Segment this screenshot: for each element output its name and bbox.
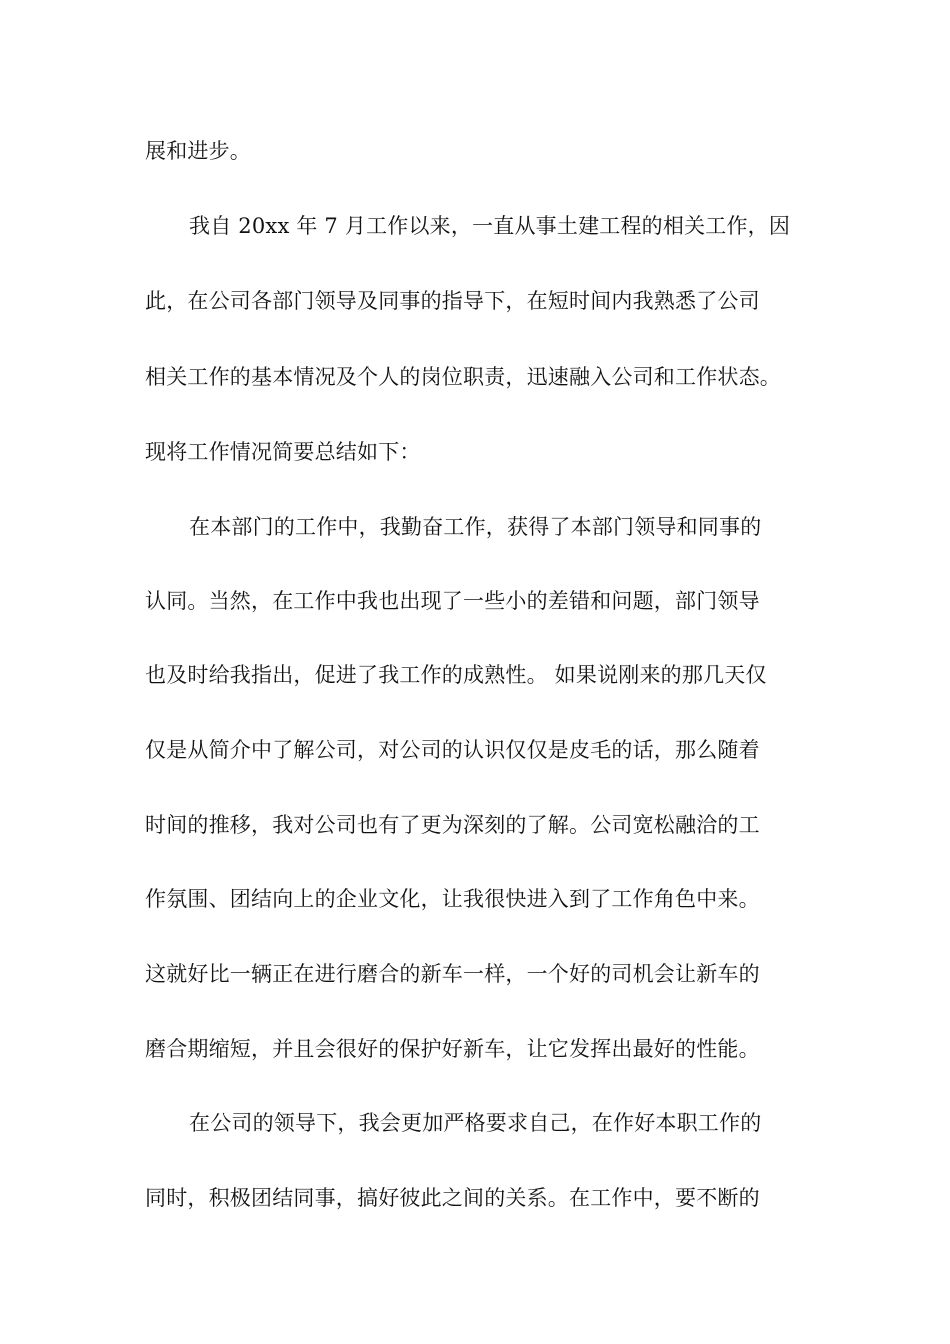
text-line: 展和进步。 — [145, 139, 251, 163]
text-line: 也及时给我指出，促进了我工作的成熟性。 如果说刚来的那几天仅 — [145, 663, 767, 687]
text-line: 磨合期缩短，并且会很好的保护好新车，让它发挥出最好的性能。 — [145, 1037, 760, 1061]
text-line: 我自 20xx 年 7 月工作以来，一直从事土建工程的相关工作，因 — [189, 214, 791, 238]
text-line: 这就好比一辆正在进行磨合的新车一样，一个好的司机会让新车的 — [145, 962, 760, 986]
text-line: 作氛围、团结向上的企业文化，让我很快进入到了工作角色中来。 — [145, 887, 760, 911]
text-line: 在公司的领导下，我会更加严格要求自己，在作好本职工作的 — [189, 1111, 762, 1135]
text-line: 相关工作的基本情况及个人的岗位职责，迅速融入公司和工作状态。 — [145, 365, 781, 389]
text-line: 仅是从简介中了解公司，对公司的认识仅仅是皮毛的话，那么随着 — [145, 738, 760, 762]
text-line: 此，在公司各部门领导及同事的指导下，在短时间内我熟悉了公司 — [145, 289, 760, 313]
text-line: 在本部门的工作中，我勤奋工作，获得了本部门领导和同事的 — [189, 515, 762, 539]
text-line: 认同。当然，在工作中我也出现了一些小的差错和问题，部门领导 — [145, 589, 760, 613]
text-line: 现将工作情况简要总结如下： — [145, 440, 421, 464]
text-line: 时间的推移，我对公司也有了更为深刻的了解。公司宽松融洽的工 — [145, 813, 760, 837]
text-line: 同时，积极团结同事，搞好彼此之间的关系。在工作中，要不断的 — [145, 1186, 760, 1210]
